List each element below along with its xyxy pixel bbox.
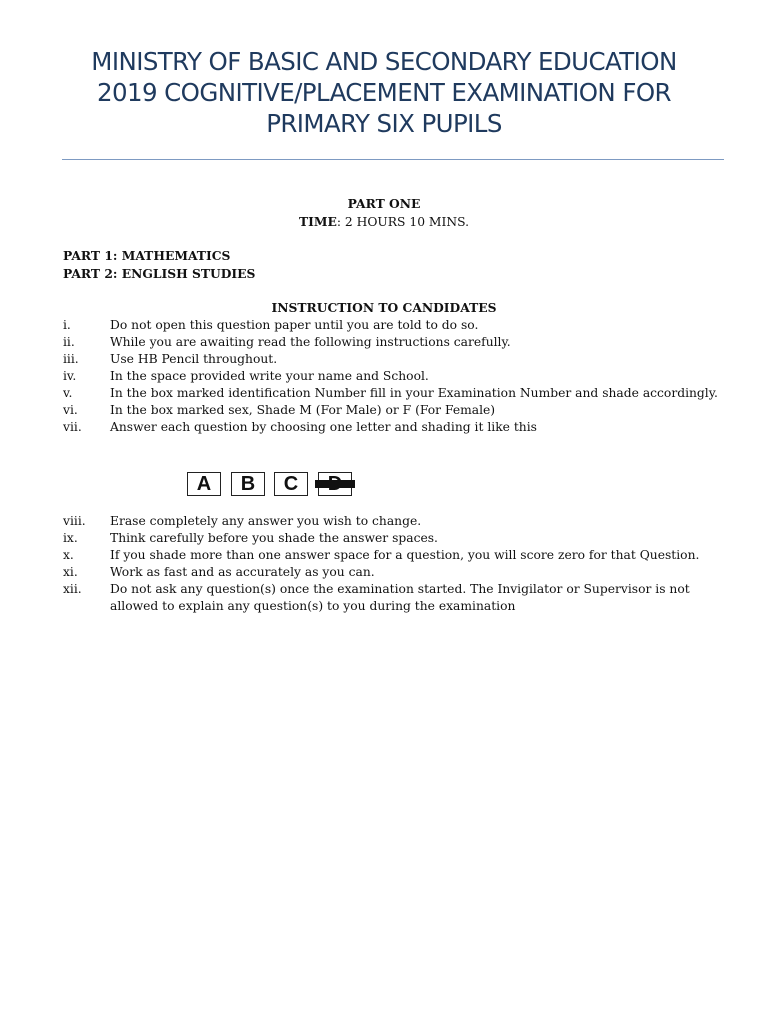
- instruction-item: [63, 419, 723, 436]
- shading-mark: [315, 480, 355, 488]
- instruction-number: viii.: [63, 514, 86, 528]
- instruction-number: ii.: [63, 335, 75, 349]
- instructions-list-first: [63, 317, 723, 436]
- instruction-text: Use HB Pencil throughout.: [110, 352, 278, 366]
- instruction-number: xii.: [63, 582, 82, 596]
- title-line-2: 2019 COGNITIVE/PLACEMENT EXAMINATION FOR: [97, 78, 671, 107]
- instruction-number: vi.: [63, 403, 78, 417]
- instruction-item: [63, 530, 723, 547]
- part-2-subject: PART 2: ENGLISH STUDIES: [63, 266, 256, 281]
- part-1-subject: PART 1: MATHEMATICS: [63, 248, 231, 263]
- part-heading: PART ONE: [347, 196, 421, 211]
- instruction-text: Do not open this question paper until you are told to do so.: [110, 318, 479, 332]
- instruction-item: [63, 402, 723, 419]
- title-divider: [62, 159, 724, 160]
- instruction-item: [63, 368, 723, 385]
- instruction-text: Work as fast and as accurately as you can.: [110, 565, 375, 579]
- instruction-text: While you are awaiting read the following instructions carefully.: [110, 335, 511, 349]
- instruction-item: [63, 385, 723, 402]
- instruction-text: Erase completely any answer you wish to change.: [110, 514, 422, 528]
- title-line-1: MINISTRY OF BASIC AND SECONDARY EDUCATION: [91, 47, 677, 76]
- instruction-text: Think carefully before you shade the answer spaces.: [110, 531, 438, 545]
- answer-box-a: A: [187, 472, 221, 496]
- time-line: [0, 214, 768, 229]
- instruction-number: iv.: [63, 369, 77, 383]
- answer-box-d-shaded: [318, 472, 352, 496]
- instructions-heading: INSTRUCTION TO CANDIDATES: [271, 300, 497, 315]
- time-value: : 2 HOURS 10 MINS.: [336, 215, 470, 229]
- title-line-3: PRIMARY SIX PUPILS: [266, 109, 502, 138]
- document-title: [40, 46, 728, 139]
- instruction-number: vii.: [63, 420, 82, 434]
- instruction-item: [63, 317, 723, 334]
- instructions-list-second: [63, 513, 723, 615]
- instruction-item: [63, 547, 723, 564]
- instruction-item: [63, 351, 723, 368]
- time-label: TIME: [298, 214, 337, 229]
- instruction-text: Do not ask any question(s) once the examination started. The Invigilator or Supervisor is not allowed to explain any question(s) to you during the examination: [110, 582, 690, 613]
- instruction-item: [63, 334, 723, 351]
- instruction-number: ix.: [63, 531, 78, 545]
- answer-shading-example: [187, 472, 357, 496]
- instruction-item: [63, 564, 723, 581]
- instruction-number: iii.: [63, 352, 79, 366]
- instruction-number: i.: [63, 318, 71, 332]
- instruction-text: In the box marked identification Number fill in your Examination Number and shade accordingly.: [110, 386, 718, 400]
- instruction-text: Answer each question by choosing one letter and shading it like this: [110, 420, 537, 434]
- answer-box-b: B: [231, 472, 265, 496]
- answer-box-c: C: [274, 472, 308, 496]
- instruction-item: [63, 581, 723, 615]
- instruction-text: In the box marked sex, Shade M (For Male) or F (For Female): [110, 403, 496, 417]
- instruction-text: If you shade more than one answer space for a question, you will score zero for that Question.: [110, 548, 700, 562]
- instruction-text: In the space provided write your name and School.: [110, 369, 429, 383]
- instruction-number: v.: [63, 386, 73, 400]
- instruction-item: [63, 513, 723, 530]
- instruction-number: x.: [63, 548, 74, 562]
- instruction-number: xi.: [63, 565, 78, 579]
